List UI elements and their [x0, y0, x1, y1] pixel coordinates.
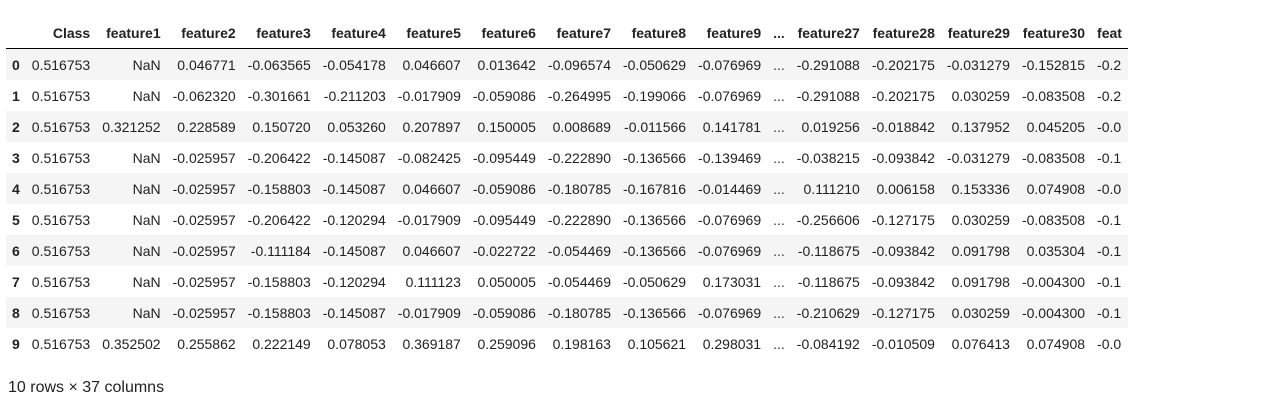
table-cell: 0.091798 — [941, 235, 1016, 266]
row-index: 9 — [12, 335, 20, 352]
table-cell: -0.2 — [1091, 49, 1128, 81]
table-cell: 0.074908 — [1026, 335, 1086, 352]
table-cell: 0.141781 — [692, 111, 767, 142]
table-cell: -0.136566 — [617, 297, 692, 328]
table-cell: 0.111123 — [405, 273, 461, 290]
table-cell: -0.199066 — [622, 87, 687, 104]
table-cell: -0.093842 — [871, 149, 935, 166]
table-cell: 0.046607 — [392, 235, 467, 266]
column-header: feature27 — [791, 18, 866, 49]
column-header: feature28 — [866, 18, 941, 49]
table-cell: 0.207897 — [392, 111, 467, 142]
table-cell: -0.136566 — [617, 235, 692, 266]
table-cell: 0.150005 — [467, 111, 542, 142]
table-cell: -0.145087 — [317, 173, 392, 204]
table-cell: -0.158803 — [242, 173, 317, 204]
table-cell: -0.004300 — [1021, 273, 1086, 290]
table-cell: -0.038215 — [796, 149, 860, 166]
table-cell: -0.014469 — [692, 173, 767, 204]
table-cell: -0.096574 — [542, 49, 617, 81]
table-row — [6, 266, 1128, 297]
ellipsis-cell: ... — [767, 173, 791, 204]
column-header: feature29 — [941, 18, 1016, 49]
table-cell: 0.030259 — [951, 211, 1010, 228]
table-cell: 0.105621 — [627, 335, 687, 352]
table-cell: -0.2 — [1097, 87, 1122, 104]
table-cell: -0.120294 — [322, 211, 386, 228]
table-cell: -0.025957 — [172, 149, 236, 166]
table-cell: NaN — [132, 273, 161, 290]
table-cell: -0.291088 — [791, 49, 866, 81]
table-cell: -0.059086 — [467, 173, 542, 204]
table-cell: -0.025957 — [167, 173, 242, 204]
table-cell: 0.516753 — [31, 149, 91, 166]
table-cell: 0.111210 — [791, 173, 866, 204]
table-cell: -0.063565 — [242, 49, 317, 81]
table-cell: -0.054469 — [547, 273, 611, 290]
table-row — [6, 328, 1128, 359]
row-index: 8 — [6, 297, 26, 328]
table-cell: -0.145087 — [317, 297, 392, 328]
dataframe-table — [6, 18, 1128, 359]
table-cell: 0.046771 — [167, 49, 242, 81]
table-cell: -0.136566 — [622, 211, 687, 228]
table-cell: NaN — [132, 87, 161, 104]
table-cell: -0.025957 — [167, 235, 242, 266]
table-cell: 0.516753 — [26, 173, 96, 204]
table-row — [6, 142, 1128, 173]
column-header: feature3 — [242, 18, 317, 49]
table-cell: 0.516753 — [26, 297, 96, 328]
table-cell: NaN — [132, 149, 161, 166]
table-cell: 0.150720 — [242, 111, 317, 142]
table-cell: -0.1 — [1091, 235, 1128, 266]
table-cell: -0.095449 — [472, 149, 536, 166]
table-cell: -0.076969 — [698, 87, 762, 104]
table-cell: -0.206422 — [247, 211, 311, 228]
ellipsis-cell: ... — [773, 335, 785, 352]
table-cell: -0.076969 — [692, 297, 767, 328]
table-cell: 0.352502 — [102, 335, 161, 352]
table-cell: NaN — [96, 173, 166, 204]
table-cell: -0.1 — [1097, 149, 1122, 166]
table-cell: 0.013642 — [467, 49, 542, 81]
table-cell: -0.093842 — [871, 273, 935, 290]
column-header: Class — [26, 18, 96, 49]
table-cell: -0.017909 — [397, 87, 461, 104]
column-header: feature8 — [617, 18, 692, 49]
table-cell: -0.180785 — [542, 297, 617, 328]
table-cell: NaN — [96, 235, 166, 266]
table-cell: -0.202175 — [871, 87, 935, 104]
table-cell: -0.1 — [1091, 297, 1128, 328]
table-cell: 0.076413 — [951, 335, 1010, 352]
table-cell: 0.173031 — [702, 273, 762, 290]
table-cell: 0.298031 — [702, 335, 762, 352]
table-cell: -0.076969 — [692, 49, 767, 81]
table-cell: NaN — [96, 49, 166, 81]
table-cell: -0.1 — [1097, 211, 1122, 228]
column-header: feature5 — [392, 18, 467, 49]
table-cell: -0.167816 — [617, 173, 692, 204]
table-cell: NaN — [96, 297, 166, 328]
column-header: feature4 — [317, 18, 392, 49]
table-cell: 0.046607 — [392, 173, 467, 204]
ellipsis-cell: ... — [767, 235, 791, 266]
index-header — [6, 18, 26, 49]
row-index: 2 — [6, 111, 26, 142]
table-cell: 0.516753 — [26, 235, 96, 266]
table-cell: -0.202175 — [866, 49, 941, 81]
table-cell: -0.050629 — [622, 273, 687, 290]
table-cell: -0.120294 — [322, 273, 386, 290]
table-cell: -0.054469 — [542, 235, 617, 266]
table-cell: -0.083508 — [1021, 87, 1086, 104]
table-cell: 0.516753 — [26, 111, 96, 142]
table-cell: -0.152815 — [1016, 49, 1091, 81]
column-header: feature6 — [467, 18, 542, 49]
table-row — [6, 111, 1128, 142]
table-row — [6, 297, 1128, 328]
table-cell: -0.082425 — [397, 149, 461, 166]
table-cell: -0.054178 — [317, 49, 392, 81]
ellipsis-cell: ... — [767, 111, 791, 142]
table-cell: 0.091798 — [951, 273, 1010, 290]
table-cell: 0.516753 — [31, 335, 91, 352]
table-cell: -0.025957 — [172, 211, 236, 228]
ellipsis-cell: ... — [767, 297, 791, 328]
table-cell: -0.011566 — [617, 111, 692, 142]
row-index: 7 — [12, 273, 20, 290]
table-cell: 0.030259 — [941, 297, 1016, 328]
table-cell: -0.017909 — [392, 297, 467, 328]
table-cell: 0.046607 — [392, 49, 467, 81]
ellipsis-cell: ... — [767, 49, 791, 81]
row-index: 4 — [6, 173, 26, 204]
column-header: feat — [1091, 18, 1128, 49]
table-cell: -0.180785 — [542, 173, 617, 204]
table-cell: 0.259096 — [477, 335, 536, 352]
ellipsis-header: ... — [767, 18, 791, 49]
table-cell: -0.206422 — [247, 149, 311, 166]
table-cell: -0.010509 — [871, 335, 935, 352]
table-cell: 0.255862 — [177, 335, 236, 352]
table-cell: 0.321252 — [96, 111, 166, 142]
table-cell: 0.006158 — [866, 173, 941, 204]
table-cell: -0.1 — [1097, 273, 1122, 290]
table-cell: -0.301661 — [247, 87, 311, 104]
ellipsis-cell: ... — [773, 211, 785, 228]
table-cell: 0.045205 — [1016, 111, 1091, 142]
table-cell: -0.158803 — [247, 273, 311, 290]
table-cell: 0.198163 — [552, 335, 611, 352]
column-header: feature30 — [1016, 18, 1091, 49]
table-row — [6, 235, 1128, 266]
table-cell: -0.025957 — [172, 273, 236, 290]
table-cell: -0.291088 — [796, 87, 860, 104]
table-cell: -0.222890 — [547, 211, 611, 228]
table-cell: 0.030259 — [951, 87, 1010, 104]
table-cell: -0.0 — [1091, 173, 1128, 204]
column-header: feature1 — [96, 18, 166, 49]
row-index: 6 — [6, 235, 26, 266]
table-cell: -0.111184 — [242, 235, 317, 266]
column-header: feature9 — [692, 18, 767, 49]
table-row — [6, 49, 1128, 81]
row-index: 0 — [6, 49, 26, 81]
table-cell: -0.018842 — [866, 111, 941, 142]
table-cell: 0.053260 — [317, 111, 392, 142]
table-cell: -0.084192 — [796, 335, 860, 352]
table-cell: 0.516753 — [31, 87, 91, 104]
table-cell: -0.127175 — [871, 211, 935, 228]
table-cell: -0.059086 — [472, 87, 536, 104]
table-cell: -0.004300 — [1016, 297, 1091, 328]
table-cell: -0.211203 — [323, 87, 386, 104]
table-cell: 0.008689 — [542, 111, 617, 142]
table-cell: -0.136566 — [622, 149, 687, 166]
row-index: 3 — [12, 149, 20, 166]
table-row — [6, 204, 1128, 235]
ellipsis-cell: ... — [773, 273, 785, 290]
column-header: feature2 — [167, 18, 242, 49]
table-cell: -0.031279 — [946, 149, 1010, 166]
ellipsis-cell: ... — [773, 87, 785, 104]
table-cell: -0.145087 — [317, 235, 392, 266]
table-cell: -0.059086 — [467, 297, 542, 328]
table-cell: -0.0 — [1091, 111, 1128, 142]
ellipsis-cell: ... — [773, 149, 785, 166]
table-cell: -0.095449 — [472, 211, 536, 228]
table-cell: -0.083508 — [1021, 149, 1086, 166]
table-cell: 0.074908 — [1016, 173, 1091, 204]
table-row — [6, 173, 1128, 204]
table-cell: -0.022722 — [467, 235, 542, 266]
table-row — [6, 80, 1128, 111]
table-cell: -0.083508 — [1021, 211, 1086, 228]
table-cell: 0.137952 — [941, 111, 1016, 142]
table-cell: 0.078053 — [327, 335, 386, 352]
table-cell: -0.158803 — [242, 297, 317, 328]
table-cell: -0.118675 — [797, 273, 860, 290]
table-cell: -0.127175 — [866, 297, 941, 328]
table-cell: -0.0 — [1097, 335, 1122, 352]
table-cell: -0.076969 — [698, 211, 762, 228]
table-cell: 0.222149 — [252, 335, 311, 352]
table-cell: -0.210629 — [791, 297, 866, 328]
table-cell: -0.256606 — [796, 211, 860, 228]
table-cell: -0.076969 — [692, 235, 767, 266]
table-cell: -0.139469 — [698, 149, 762, 166]
table-cell: 0.050005 — [477, 273, 536, 290]
table-cell: -0.222890 — [547, 149, 611, 166]
table-cell: 0.019256 — [791, 111, 866, 142]
table-cell: 0.153336 — [941, 173, 1016, 204]
table-cell: 0.035304 — [1016, 235, 1091, 266]
table-cell: 0.516753 — [31, 211, 91, 228]
header-row — [6, 18, 1128, 49]
table-cell: -0.031279 — [941, 49, 1016, 81]
table-shape-caption: 10 rows × 37 columns — [8, 379, 165, 396]
table-cell: 0.516753 — [31, 273, 91, 290]
table-cell: -0.025957 — [167, 297, 242, 328]
table-cell: -0.017909 — [397, 211, 461, 228]
table-body — [6, 49, 1128, 360]
row-index: 5 — [12, 211, 20, 228]
column-header: feature7 — [542, 18, 617, 49]
table-cell: -0.093842 — [866, 235, 941, 266]
table-cell: -0.062320 — [172, 87, 236, 104]
row-index: 1 — [12, 87, 20, 104]
table-cell: NaN — [132, 211, 161, 228]
table-cell: 0.516753 — [26, 49, 96, 81]
table-cell: -0.050629 — [617, 49, 692, 81]
table-cell: 0.228589 — [167, 111, 242, 142]
table-cell: -0.145087 — [322, 149, 386, 166]
table-cell: 0.369187 — [402, 335, 461, 352]
table-cell: -0.264995 — [547, 87, 611, 104]
table-cell: -0.118675 — [791, 235, 866, 266]
